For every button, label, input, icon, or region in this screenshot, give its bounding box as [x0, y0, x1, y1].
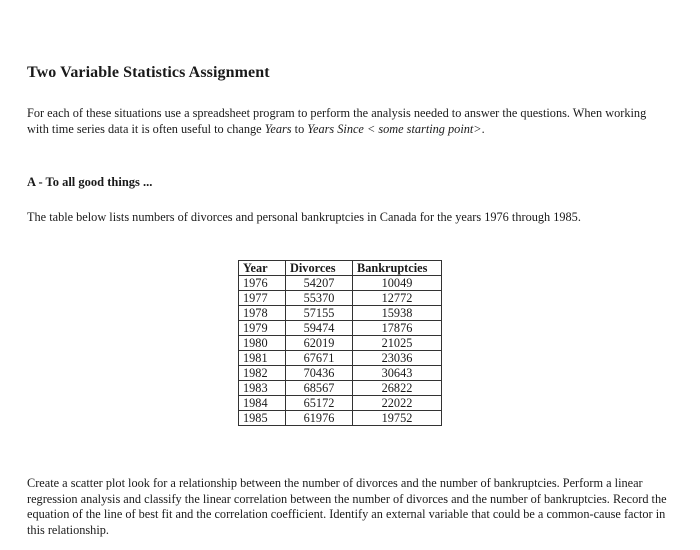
intro-years: Years	[264, 121, 292, 136]
cell-year: 1985	[239, 411, 286, 426]
cell-divorces: 65172	[286, 396, 353, 411]
cell-divorces: 57155	[286, 306, 353, 321]
table-row	[239, 351, 442, 366]
cell-divorces: 68567	[286, 381, 353, 396]
cell-bankruptcies: 22022	[353, 396, 442, 411]
intro-text: For each of these situations use a spreadsheet program to perform the analysis needed to answer the questions. When working with time series data it is often useful to change	[27, 106, 647, 136]
table-row	[239, 291, 442, 306]
cell-year: 1978	[239, 306, 286, 321]
table-row	[239, 321, 442, 336]
header-bankruptcies: Bankruptcies	[353, 261, 442, 276]
intro-to: to	[291, 121, 308, 136]
cell-bankruptcies: 15938	[353, 306, 442, 321]
intro-paragraph	[27, 106, 667, 137]
description-paragraph: The table below lists numbers of divorces and personal bankruptcies in Canada for the years 1976 through 1985.	[27, 210, 581, 224]
table-row	[239, 396, 442, 411]
data-table	[238, 260, 442, 426]
cell-divorces: 61976	[286, 411, 353, 426]
cell-year: 1984	[239, 396, 286, 411]
intro-years-since: Years Since < some starting point>	[307, 121, 482, 136]
table-row	[239, 381, 442, 396]
cell-bankruptcies: 12772	[353, 291, 442, 306]
cell-divorces: 62019	[286, 336, 353, 351]
cell-divorces: 59474	[286, 321, 353, 336]
cell-bankruptcies: 26822	[353, 381, 442, 396]
cell-divorces: 55370	[286, 291, 353, 306]
header-divorces: Divorces	[286, 261, 353, 276]
cell-divorces: 54207	[286, 276, 353, 291]
table-header-row	[239, 261, 442, 276]
cell-bankruptcies: 21025	[353, 336, 442, 351]
cell-year: 1981	[239, 351, 286, 366]
page-title: Two Variable Statistics Assignment	[27, 64, 270, 81]
cell-bankruptcies: 30643	[353, 366, 442, 381]
cell-divorces: 67671	[286, 351, 353, 366]
intro-end: .	[481, 121, 485, 136]
cell-year: 1976	[239, 276, 286, 291]
section-heading: A - To all good things ...	[27, 175, 153, 189]
cell-year: 1980	[239, 336, 286, 351]
cell-bankruptcies: 19752	[353, 411, 442, 426]
cell-year: 1983	[239, 381, 286, 396]
cell-bankruptcies: 10049	[353, 276, 442, 291]
task-paragraph: Create a scatter plot look for a relationship between the number of divorces and the number of bankruptcies. Perform a linear regression analysis and classify the linear correlation between the number of divorces and the number of bankruptcies. Record the equation of the line of best fit and the correlation coefficient. Identify an external variable that could be a common-cause factor in this relationship.	[27, 476, 667, 537]
cell-year: 1982	[239, 366, 286, 381]
cell-divorces: 70436	[286, 366, 353, 381]
cell-year: 1977	[239, 291, 286, 306]
cell-year: 1979	[239, 321, 286, 336]
header-year: Year	[239, 261, 286, 276]
cell-bankruptcies: 23036	[353, 351, 442, 366]
table-row	[239, 411, 442, 426]
table-row	[239, 276, 442, 291]
table-row	[239, 366, 442, 381]
table-row	[239, 336, 442, 351]
table-row	[239, 306, 442, 321]
cell-bankruptcies: 17876	[353, 321, 442, 336]
